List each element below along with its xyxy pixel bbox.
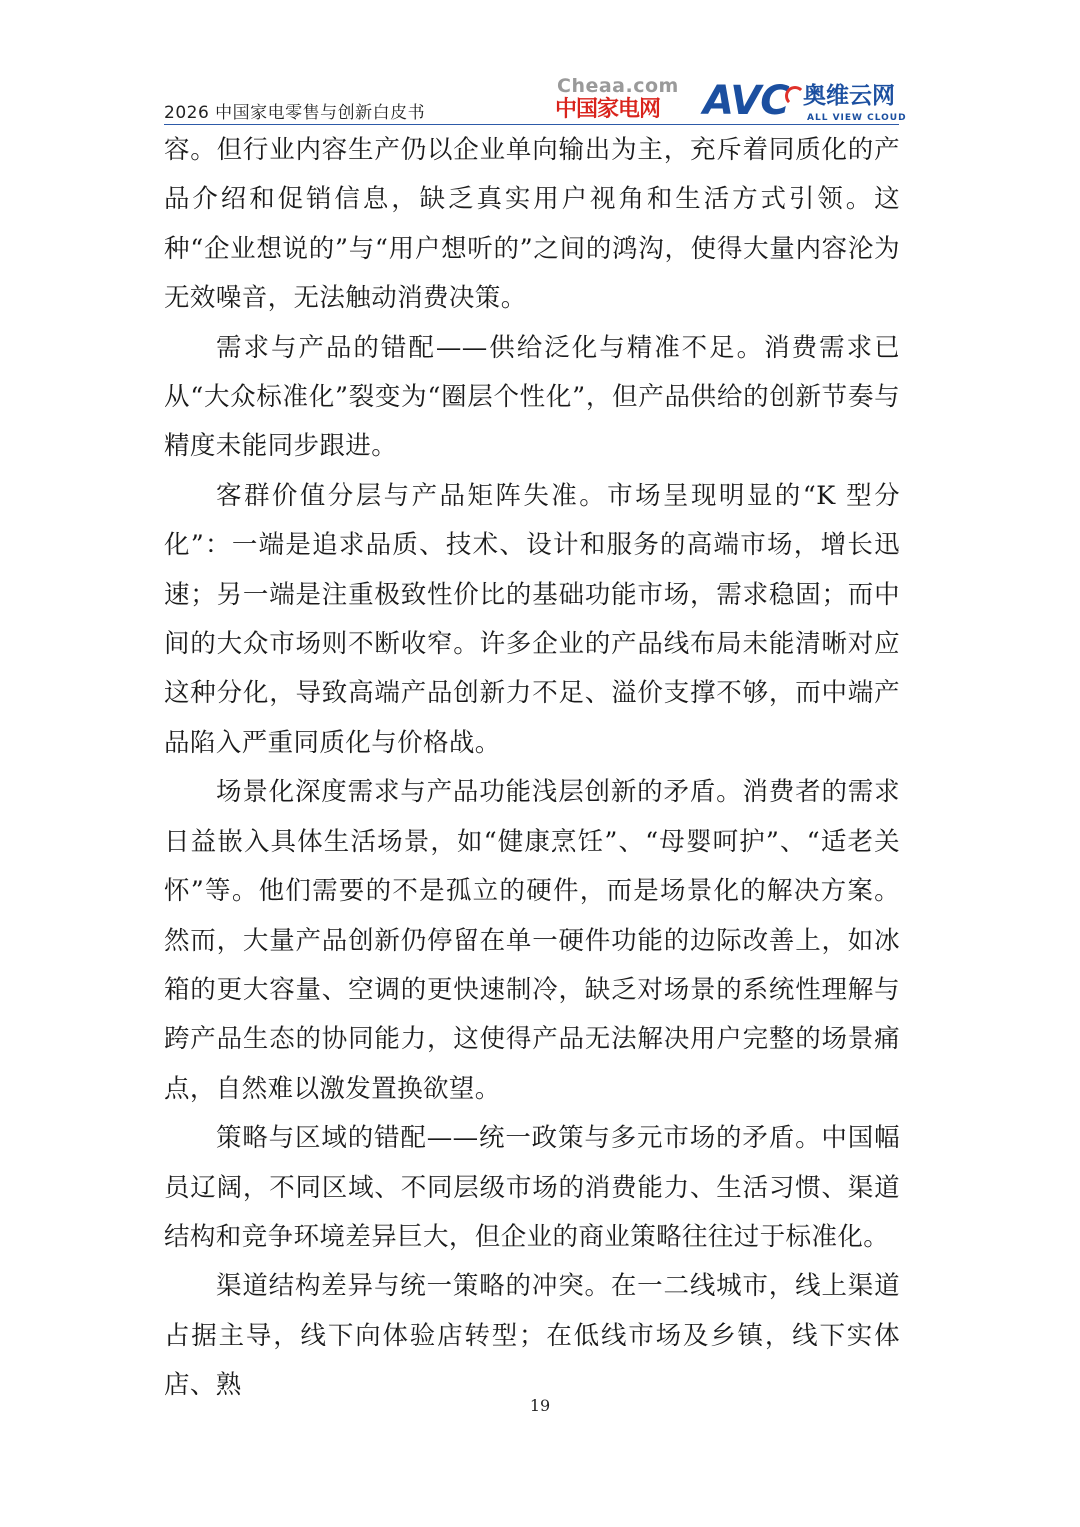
body-paragraph: 客群价值分层与产品矩阵失准。市场呈现明显的“K 型分化”：一端是追求品质、技术、设计和服务的高端市场，增长迅速；另一端是注重极致性价比的基础功能市场，需求稳固；而中间的大众市场则不断收窄。许多企业的产品线布局未能清晰对应这种分化，导致高端产品创新力不足、溢价支撑不够，而中端产品陷入严重同质化与价格战。: [164, 480, 900, 758]
avc-logo-arc-icon: [785, 86, 805, 106]
avc-logo-cn-name: 奥维云网: [803, 83, 895, 109]
body-paragraph: 场景化深度需求与产品功能浅层创新的矛盾。消费者的需求日益嵌入具体生活场景，如“健康烹饪”、“母婴呵护”、“适老关怀”等。他们需要的不是孤立的硬件，而是场景化的解决方案。然而，大量产品创新仍停留在单一硬件功能的边际改善上，如冰箱的更大容量、空调的更快速制冷，缺乏对场景的系统性理解与跨产品生态的协同能力，这使得产品无法解决用户完整的场景痛点，自然难以激发置换欲望。: [164, 777, 900, 1104]
avc-logo-en-name: ALL VIEW CLOUD: [807, 113, 907, 123]
page-header: [0, 0, 1080, 130]
body-paragraph: 容。但行业内容生产仍以企业单向输出为主，充斥着同质化的产品介绍和促销信息，缺乏真实用户视角和生活方式引领。这种“企业想说的”与“用户想听的”之间的鸿沟，使得大量内容沦为无效噪音，无法触动消费决策。: [164, 135, 900, 314]
document-title: 2026 中国家电零售与创新白皮书: [164, 103, 426, 123]
page-number: 19: [529, 1396, 551, 1415]
cheaa-logo-url: Cheaa.com: [557, 75, 679, 97]
cheaa-logo: [555, 74, 685, 126]
body-paragraph: 策略与区域的错配——统一政策与多元市场的矛盾。中国幅员辽阔，不同区域、不同层级市场的消费能力、生活习惯、渠道结构和竞争环境差异巨大，但企业的商业策略往往过于标准化。: [164, 1123, 900, 1252]
avc-logo-letters: AVC: [703, 78, 789, 124]
header-divider: [164, 124, 899, 125]
cheaa-logo-name: 中国家电网: [555, 97, 661, 122]
body-paragraph: 需求与产品的错配——供给泛化与精准不足。消费需求已从“大众标准化”裂变为“圈层个性化”，但产品供给的创新节奏与精度未能同步跟进。: [164, 332, 900, 462]
avc-logo: [703, 80, 928, 128]
body-paragraph: 渠道结构差异与统一策略的冲突。在一二线城市，线上渠道占据主导，线下向体验店转型；在低线市场及乡镇，线下实体店、熟: [164, 1271, 900, 1401]
page-body: [164, 126, 900, 1411]
